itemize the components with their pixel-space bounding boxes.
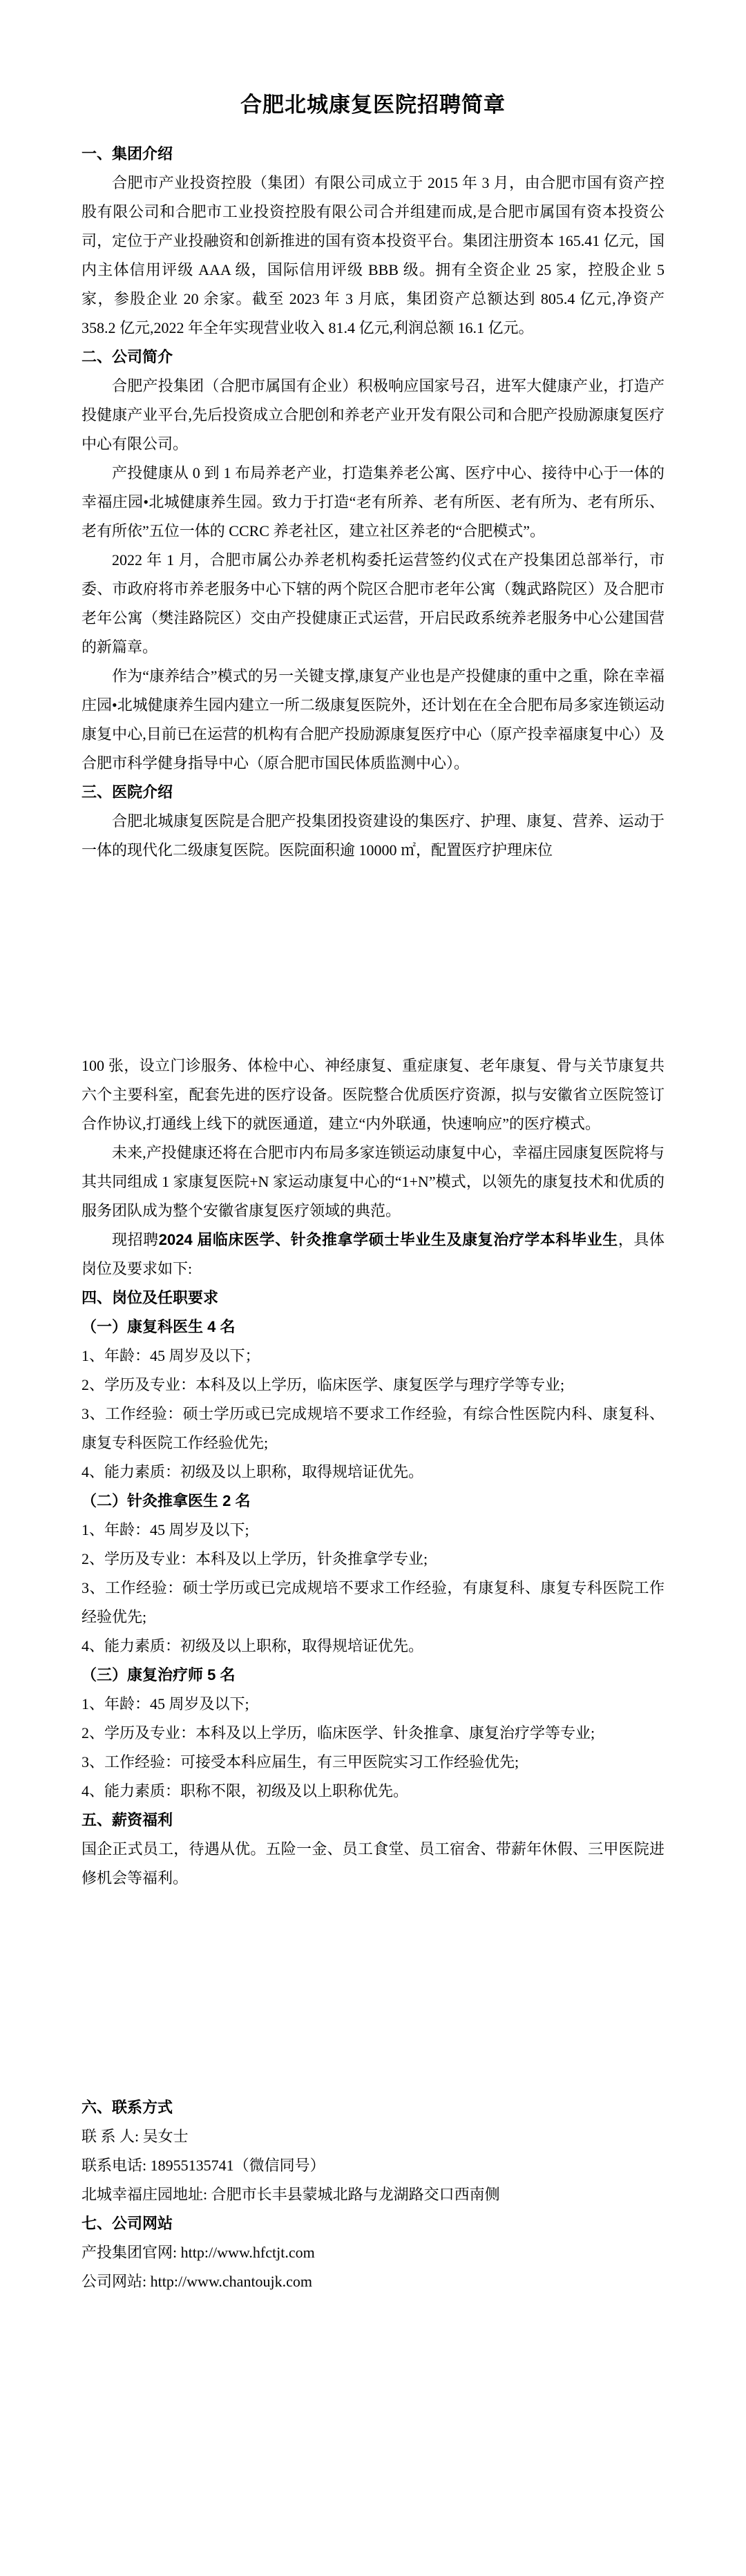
page-break-gap-1	[82, 865, 664, 1051]
contact-phone-line: 联系电话: 18955135741（微信同号）	[82, 2157, 325, 2174]
section-7-heading: 七、公司网站	[82, 2215, 173, 2232]
job-requirement: 4、能力素质：职称不限，初级及以上职称优先。	[82, 1782, 409, 1800]
hospital-intro-paragraph-part1: 合肥北城康复医院是合肥产投集团投资建设的集医疗、护理、康复、营养、运动于一体的现代化二级康复医院。医院面积逾 10000 ㎡，配置医疗护理床位	[82, 812, 664, 859]
company-intro-paragraph-4: 作为“康养结合”模式的另一关键支撑,康复产业也是产投健康的重中之重，除在幸福庄园•北城健康养生园内建立一所二级康复医院外，还计划在在全合肥布局多家连锁运动康复中心,目前已在运营的机构有合肥产投励源康复医疗中心（原产投幸福康复中心）及合肥市科学健身指导中心（原合肥市国民体质监测中心）。	[82, 667, 664, 772]
section-1-heading: 一、集团介绍	[82, 145, 173, 162]
section-3-heading: 三、医院介绍	[82, 783, 173, 801]
job-requirement: 2、学历及专业：本科及以上学历，临床医学、针灸推拿、康复治疗学等专业;	[82, 1724, 595, 1742]
benefits-paragraph: 国企正式员工，待遇从优。五险一金、员工食堂、员工宿舍、带薪年休假、三甲医院进修机会等福利。	[82, 1840, 664, 1887]
hospital-future-paragraph: 未来,产投健康还将在合肥市内布局多家连锁运动康复中心，幸福庄园康复医院将与其共同组成 1 家康复医院+N 家运动康复中心的“1+N”模式，以领先的康复技术和优质的服务团队成为整个安徽省康复医疗领域的典范。	[82, 1144, 664, 1219]
section-4-heading: 四、岗位及任职要求	[82, 1289, 219, 1306]
job-title-rehab-therapist: （三）康复治疗师 5 名	[82, 1666, 236, 1683]
group-intro-paragraph: 合肥市产业投资控股（集团）有限公司成立于 2015 年 3 月，由合肥市国有资产控股有限公司和合肥市工业投资控股有限公司合并组建而成,是合肥市属国有资本投资公司，定位于产业投融资和创新推进的国有资本投资平台。集团注册资本 165.41 亿元，国内主体信用评级 AAA 级，国际信用评级 BBB 级。拥有全资企业 25 家，控股企业 5 家，参股企业 20 余家。截至 2023 年 3 月底，集团资产总额达到 805.4 亿元,净资产 358.2 亿元,2022 年全年实现营业收入 81.4 亿元,利润总额 16.1 亿元。	[82, 174, 664, 336]
company-intro-paragraph-2: 产投健康从 0 到 1 布局养老产业，打造集养老公寓、医疗中心、接待中心于一体的幸福庄园•北城健康养生园。致力于打造“老有所养、老有所医、老有所为、老有所乐、老有所依”五位一体的 CCRC 养老社区，建立社区养老的“合肥模式”。	[82, 464, 664, 540]
job-title-rehab-doctor: （一）康复科医生 4 名	[82, 1318, 236, 1335]
contact-person-line: 联 系 人: 吴女士	[82, 2128, 189, 2145]
doc-title: 合肥北城康复医院招聘简章	[240, 93, 506, 117]
job-requirement: 2、学历及专业：本科及以上学历，临床医学、康复医学与理疗学等专业;	[82, 1376, 565, 1393]
page-break-gap-2	[82, 1893, 664, 2093]
recruit-announcement-suffix: ，具体岗位及要求如下:	[82, 1231, 664, 1277]
job-requirement: 1、年龄：45 周岁及以下;	[82, 1695, 249, 1712]
recruit-announcement-bold: 2024 届临床医学、针灸推拿学硕士毕业生及康复治疗学本科毕业生	[158, 1231, 618, 1248]
job-requirement: 3、工作经验：硕士学历或已完成规培不要求工作经验，有综合性医院内科、康复科、康复专科医院工作经验优先;	[82, 1405, 664, 1451]
job-requirement: 3、工作经验：可接受本科应届生，有三甲医院实习工作经验优先;	[82, 1753, 519, 1771]
job-requirement: 4、能力素质：初级及以上职称，取得规培证优先。	[82, 1463, 424, 1480]
company-website-line: 公司网站: http://www.chantoujk.com	[82, 2273, 313, 2290]
company-intro-paragraph-3: 2022 年 1 月，合肥市属公办养老机构委托运营签约仪式在产投集团总部举行，市委、市政府将市养老服务中心下辖的两个院区合肥市老年公寓（魏武路院区）及合肥市老年公寓（樊洼路院区）交由产投健康正式运营，开启民政系统养老服务中心公建国营的新篇章。	[82, 551, 664, 656]
recruit-announcement-prefix: 现招聘	[112, 1231, 159, 1248]
section-5-heading: 五、薪资福利	[82, 1811, 173, 1829]
job-requirement: 1、年龄：45 周岁及以下；	[82, 1347, 260, 1364]
job-requirement: 3、工作经验：硕士学历或已完成规培不要求工作经验，有康复科、康复专科医院工作经验优先;	[82, 1579, 664, 1625]
contact-address-line: 北城幸福庄园地址: 合肥市长丰县蒙城北路与龙湖路交口西南侧	[82, 2186, 500, 2203]
group-website-line: 产投集团官网: http://www.hfctjt.com	[82, 2244, 315, 2261]
job-requirement: 1、年龄：45 周岁及以下;	[82, 1521, 249, 1538]
company-intro-paragraph-1: 合肥产投集团（合肥市属国有企业）积极响应国家号召，进军大健康产业，打造产投健康产业平台,先后投资成立合肥创和养老产业开发有限公司和合肥产投励源康复医疗中心有限公司。	[82, 377, 664, 452]
job-requirement: 4、能力素质：初级及以上职称，取得规培证优先。	[82, 1637, 424, 1654]
recruit-announcement-paragraph	[82, 1225, 664, 1284]
job-title-acupuncture-doctor: （二）针灸推拿医生 2 名	[82, 1492, 251, 1509]
job-requirement: 2、学历及专业：本科及以上学历，针灸推拿学专业;	[82, 1550, 428, 1567]
section-6-heading: 六、联系方式	[82, 2099, 173, 2116]
section-2-heading: 二、公司简介	[82, 348, 173, 365]
hospital-intro-paragraph-part2: 100 张，设立门诊服务、体检中心、神经康复、重症康复、老年康复、骨与关节康复共六个主要科室，配套先进的医疗设备。医院整合优质医疗资源，拟与安徽省立医院签订合作协议,打通线上线下的就医通道，建立“内外联通，快速响应”的医疗模式。	[82, 1057, 664, 1132]
